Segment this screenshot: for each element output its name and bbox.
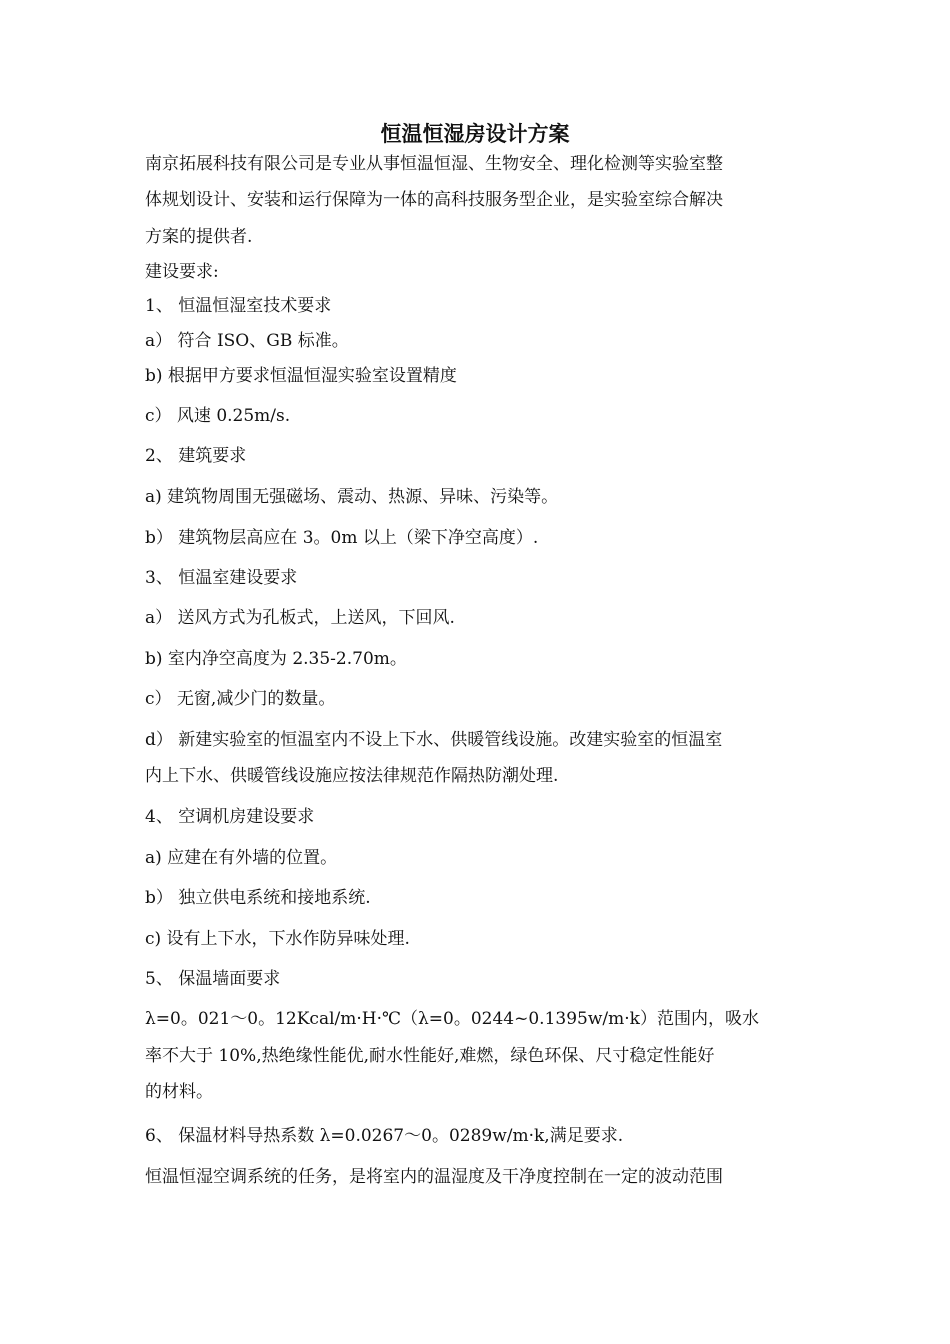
list-item: b) 室内净空高度为 2.35-2.70m。 <box>145 649 407 669</box>
section-heading: 1、 恒温恒湿室技术要求 <box>145 296 332 316</box>
list-item: b) 根据甲方要求恒温恒湿实验室设置精度 <box>145 366 457 386</box>
paragraph-line: 的材料。 <box>145 1082 213 1102</box>
list-item: c） 风速 0.25m/s. <box>145 406 291 426</box>
list-item: a) 应建在有外墙的位置。 <box>145 848 338 868</box>
section-heading: 2、 建筑要求 <box>145 446 247 466</box>
list-item: c） 无窗,减少门的数量。 <box>145 689 336 709</box>
section-heading: 6、 保温材料导热系数 λ=0.0267～0。0289w/m·k,满足要求. <box>145 1126 624 1146</box>
list-item: d） 新建实验室的恒温室内不设上下水、供暖管线设施。改建实验室的恒温室 <box>145 730 723 750</box>
list-item: c) 设有上下水，下水作防异味处理. <box>145 929 410 949</box>
section-heading: 5、 保温墙面要求 <box>145 969 281 989</box>
paragraph-line: 率不大于 10%,热绝缘性能优,耐水性能好,难燃，绿色环保、尺寸稳定性能好 <box>145 1046 715 1066</box>
section-heading: 3、 恒温室建设要求 <box>145 568 298 588</box>
list-item: 内上下水、供暖管线设施应按法律规范作隔热防潮处理. <box>145 766 559 786</box>
list-item: a） 符合 ISO、GB 标准。 <box>145 331 349 351</box>
paragraph-line: λ=0。021～0。12Kcal/m·H·℃（λ=0。0244~0.1395w/m·k）范围内，吸水 <box>145 1009 759 1029</box>
list-item: b） 建筑物层高应在 3。0m 以上（梁下净空高度）. <box>145 528 539 548</box>
paragraph-line: 体规划设计、安装和运行保障为一体的高科技服务型企业，是实验室综合解决 <box>145 190 723 210</box>
list-item: a） 送风方式为孔板式，上送风，下回风. <box>145 608 455 628</box>
section-heading: 建设要求: <box>145 262 219 282</box>
paragraph-line: 恒温恒湿空调系统的任务，是将室内的温湿度及干净度控制在一定的波动范围 <box>145 1167 723 1187</box>
page-title: 恒温恒湿房设计方案 <box>380 121 570 146</box>
list-item: b） 独立供电系统和接地系统. <box>145 888 371 908</box>
list-item: a) 建筑物周围无强磁场、震动、热源、异味、污染等。 <box>145 487 559 507</box>
paragraph-line: 方案的提供者. <box>145 227 253 247</box>
section-heading: 4、 空调机房建设要求 <box>145 807 315 827</box>
paragraph-line: 南京拓展科技有限公司是专业从事恒温恒湿、生物安全、理化检测等实验室整 <box>145 154 723 174</box>
